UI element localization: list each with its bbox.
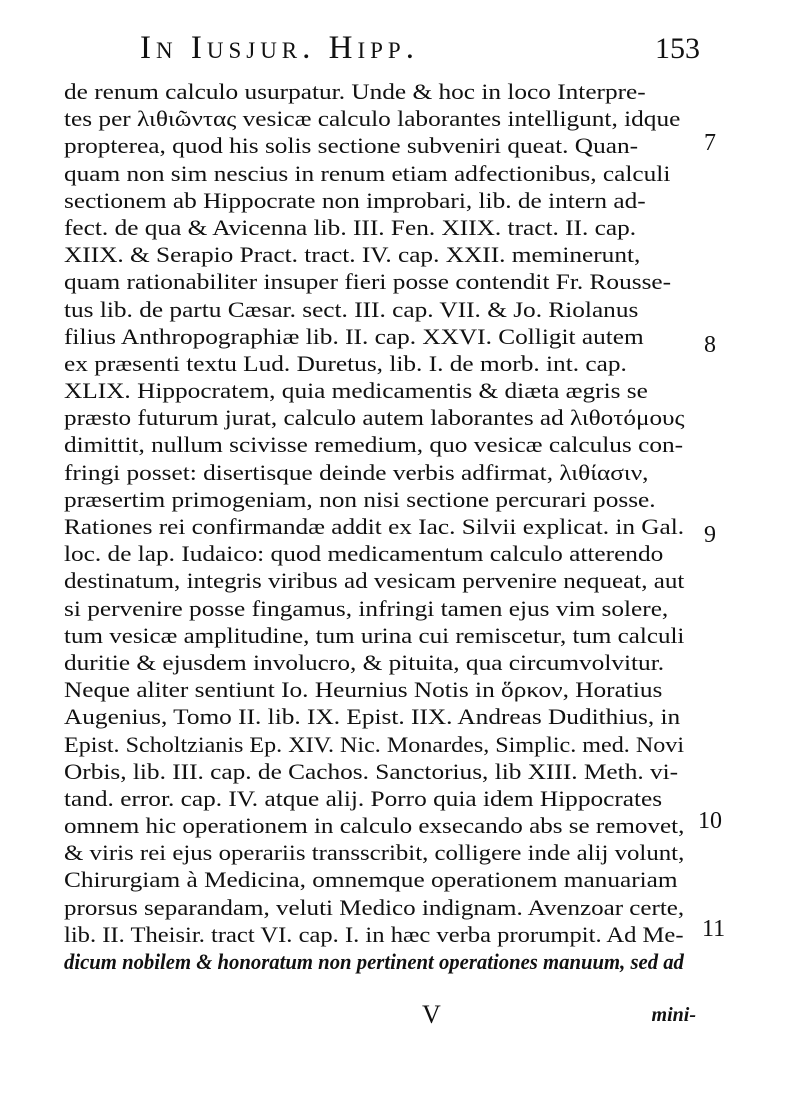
text-line: propterea, quod his solis sectione subveniri queat. Quan- <box>64 133 639 159</box>
text-line: ex præsenti textu Lud. Duretus, lib. I. de morb. int. cap. <box>64 350 627 376</box>
text-line: XLIX. Hippocratem, quia medicamentis & diæta ægris se <box>64 378 648 404</box>
text-line: tes per λιθιῶντας vesicæ calculo laborantes intelligunt, idque <box>64 106 681 132</box>
text-line: tum vesicæ amplitudine, tum urina cui remiscetur, tum calculi <box>64 622 685 648</box>
text-line: tand. error. cap. IV. atque alij. Porro quia idem Hippocrates <box>64 785 663 811</box>
text-line-italic: dicum nobilem & honoratum non pertinent operationes manuum, sed ad <box>64 949 684 974</box>
text-line: præsertim primogeniam, non nisi sectione percurari posse. <box>64 486 656 512</box>
text-line: omnem hic operationem in calculo exsecando abs se removet, <box>64 813 685 839</box>
margin-number: 10 <box>698 808 722 834</box>
margin-number: 11 <box>702 916 726 942</box>
body-text <box>64 78 684 975</box>
text-line: & viris rei ejus operariis transscribit, colligere inde alij volunt, <box>64 840 685 866</box>
text-line: fringi posset: disertisque deinde verbis adfirmat, λιθίασιν, <box>64 459 649 485</box>
catchword: mini- <box>651 1004 696 1026</box>
margin-number: 9 <box>704 522 716 548</box>
text-line: dimittit, nullum scivisse remedium, quo vesicæ calculus con- <box>64 432 684 458</box>
text-line: XIIX. & Serapio Pract. tract. IV. cap. XXII. meminerunt, <box>64 242 641 268</box>
text-line: fect. de qua & Avicenna lib. III. Fen. XIIX. tract. II. cap. <box>64 214 637 240</box>
text-line: Orbis, lib. III. cap. de Cachos. Sanctorius, lib XIII. Meth. vi- <box>64 758 679 784</box>
text-line: tus lib. de partu Cæsar. sect. III. cap. VII. & Jo. Riolanus <box>64 296 639 322</box>
text-line: Neque aliter sentiunt Io. Heurnius Notis in ὅρκον, Horatius <box>64 677 663 703</box>
margin-number: 8 <box>704 332 716 358</box>
margin-number: 7 <box>704 130 716 156</box>
text-line: Chirurgiam à Medicina, omnemque operationem manuariam <box>64 867 678 893</box>
page-number: 153 <box>655 32 700 65</box>
text-line: Augenius, Tomo II. lib. IX. Epist. IIX. Andreas Dudithius, in <box>64 704 681 730</box>
text-line: Epist. Scholtzianis Ep. XIV. Nic. Monardes, Simplic. med. Novi <box>64 731 685 757</box>
text-line: si pervenire posse fingamus, infringi tamen ejus vim solere, <box>64 595 669 621</box>
text-line: destinatum, integris viribus ad vesicam pervenire nequeat, aut <box>64 568 685 594</box>
text-line: Rationes rei confirmandæ addit ex Iac. Silvii explicat. in Gal. <box>64 514 685 539</box>
text-line: sectionem ab Hippocrate non improbari, lib. de intern ad- <box>64 187 646 213</box>
signature-mark: V <box>422 1000 441 1029</box>
text-line: quam rationabiliter insuper fieri posse contendit Fr. Rousse- <box>64 269 672 295</box>
text-line: filius Anthropographiæ lib. II. cap. XXVI. Colligit autem <box>64 323 644 349</box>
running-head: In Iusjur. Hipp. <box>140 30 419 66</box>
text-line: loc. de lap. Iudaico: quod medicamentum calculo atterendo <box>64 541 664 567</box>
text-line: lib. II. Theisir. tract VI. cap. I. in hæc verba prorumpit. Ad Me- <box>64 921 684 947</box>
page-header <box>140 30 700 76</box>
text-line: quam non sim nescius in renum etiam adfectionibus, calculi <box>64 160 671 186</box>
text-line: prorsus separandam, veluti Medico indignam. Avenzoar certe, <box>64 894 685 920</box>
text-line: de renum calculo usurpatur. Unde & hoc in loco Interpre- <box>64 79 646 104</box>
text-line: præsto futurum jurat, calculo autem laborantes ad λιθοτόμους <box>64 405 685 431</box>
text-line: duritie & ejusdem involucro, & pituita, qua circumvolvitur. <box>64 649 665 675</box>
